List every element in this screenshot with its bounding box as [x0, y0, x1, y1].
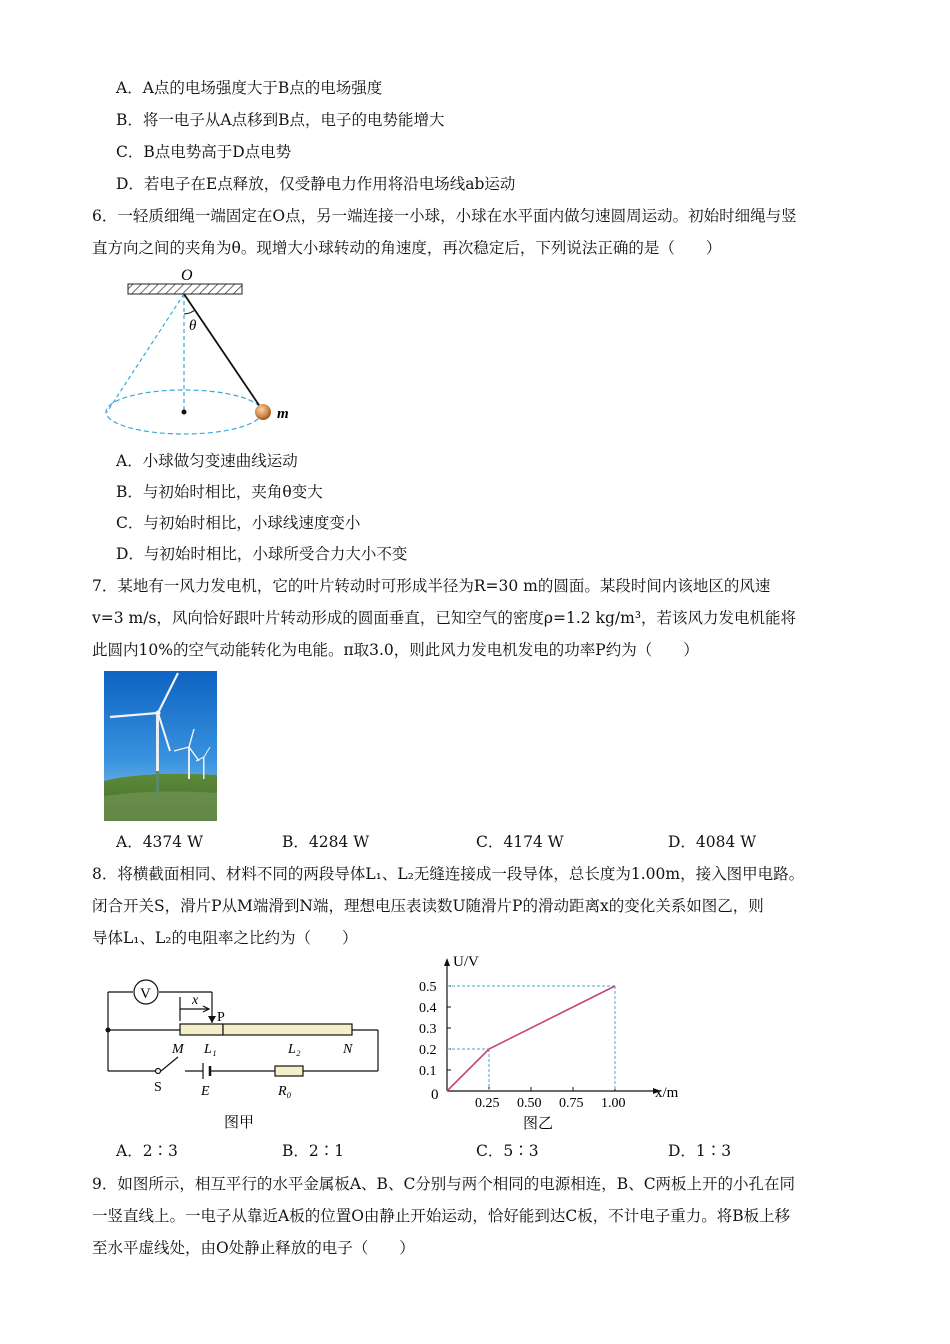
q8-stem-line-2: 闭合开关S，滑片P从M端滑到N端，理想电压表读数U随滑片P的滑动距离x的变化关系如图乙，则 — [92, 897, 764, 915]
m-label: M — [172, 1042, 184, 1057]
l1-label: L₁ — [204, 1042, 217, 1057]
y-axis-label: U/V — [453, 955, 479, 970]
conductor-l2 — [223, 1024, 352, 1035]
resistor-label: R₀ — [278, 1084, 292, 1099]
n-label: N — [343, 1042, 353, 1057]
x-tick-label: 1.00 — [601, 1096, 626, 1111]
junction-dot — [106, 1028, 111, 1033]
string — [184, 294, 263, 411]
q8-stem-line-3: 导体L₁、L₂的电阻率之比约为（ ） — [92, 929, 358, 947]
ball — [255, 404, 271, 420]
q5-option-d: D．若电子在E点释放，仅受静电力作用将沿电场线ab运动 — [116, 175, 516, 193]
origin-label: 0 — [431, 1087, 439, 1103]
x-tick-label: 0.50 — [517, 1096, 542, 1111]
q9-stem-line-3: 至水平虚线处，由O处静止释放的电子（ ） — [92, 1239, 415, 1257]
x-tick-label: 0.25 — [475, 1096, 500, 1111]
x-label: x — [192, 993, 199, 1008]
angle-label: θ — [189, 318, 197, 334]
voltmeter-label: V — [140, 986, 151, 1002]
ceiling-support — [128, 284, 242, 294]
q5-option-a: A．A点的电场强度大于B点的电场强度 — [116, 79, 383, 97]
q7-option-d: D．4084 W — [668, 833, 757, 851]
q6-option-b: B．与初始时相比，夹角θ变大 — [116, 483, 323, 501]
q9-stem-line-2: 一竖直线上。一电子从靠近A板的位置O由静止开始运动，恰好能到达C板，不计电子重力。将B板上移 — [92, 1207, 791, 1225]
l2-label: L₂ — [288, 1042, 301, 1057]
angle-arc — [184, 310, 195, 314]
circle-center — [182, 410, 187, 415]
q9-stem-line-1: 9．如图所示，相互平行的水平金属板A、B、C分别与两个相同的电源相连，B、C两板上开的小孔在同 — [92, 1175, 796, 1193]
y-tick-label: 0.2 — [419, 1043, 437, 1058]
y-axis-arrow — [444, 958, 450, 966]
q8-option-b: B．2∶1 — [282, 1142, 345, 1160]
x-tick-label: 0.75 — [559, 1096, 584, 1111]
y-tick-label: 0.4 — [419, 1001, 437, 1016]
q8-option-c: C．5∶3 — [476, 1142, 539, 1160]
u-x-chart — [415, 955, 685, 1135]
mass-label: m — [277, 406, 289, 422]
y-tick-label: 0.1 — [419, 1064, 437, 1079]
q6-option-d: D．与初始时相比，小球所受合力大小不变 — [116, 545, 408, 563]
q8-option-a: A．2∶3 — [116, 1142, 178, 1160]
y-tick-label: 0.3 — [419, 1022, 437, 1037]
x-axis-label: x/m — [655, 1085, 679, 1101]
u-x-series-line — [447, 986, 615, 1091]
pivot-label: O — [181, 267, 193, 284]
circuit-caption: 图甲 — [224, 1115, 255, 1131]
q6-option-c: C．与初始时相比，小球线速度变小 — [116, 514, 361, 532]
circuit-diagram — [100, 975, 390, 1135]
q7-stem-line-1: 7．某地有一风力发电机，它的叶片转动时可形成半径为R=30 m的圆面。某段时间内该地区的风速 — [92, 577, 771, 595]
q7-stem-line-3: 此圆内10%的空气动能转化为电能。π取3.0，则此风力发电机发电的功率P约为（ ） — [92, 641, 699, 659]
q7-option-c: C．4174 W — [476, 833, 564, 851]
slider-label: P — [217, 1010, 225, 1025]
emf-label: E — [201, 1084, 210, 1099]
wind-turbine-photo — [104, 671, 217, 821]
conical-pendulum-figure — [95, 262, 315, 442]
q6-stem-line-2: 直方向之间的夹角为θ。现增大小球转动的角速度，再次稳定后，下列说法正确的是（ ） — [92, 239, 722, 257]
q7-stem-line-2: v=3 m/s，风向恰好跟叶片转动形成的圆面垂直，已知空气的密度ρ=1.2 kg/m³，若该风力发电机能将 — [92, 609, 797, 627]
conductor-l1 — [180, 1024, 223, 1035]
q5-option-c: C．B点电势高于D点电势 — [116, 143, 292, 161]
switch — [156, 1069, 161, 1074]
chart-caption: 图乙 — [523, 1116, 554, 1132]
y-tick-label: 0.5 — [419, 980, 437, 995]
q7-option-a: A．4374 W — [116, 833, 203, 851]
q8-option-d: D．1∶3 — [668, 1142, 732, 1160]
q6-stem-line-1: 6．一轻质细绳一端固定在O点，另一端连接一小球，小球在水平面内做匀速圆周运动。初始时细绳与竖 — [92, 207, 797, 225]
cone-edge-left — [107, 294, 184, 412]
q5-option-b: B．将一电子从A点移到B点，电子的电势能增大 — [116, 111, 445, 129]
q7-option-b: B．4284 W — [282, 833, 370, 851]
slider-p — [208, 1016, 216, 1023]
switch-label: S — [154, 1080, 162, 1095]
q8-stem-line-1: 8．将横截面相同、材料不同的两段导体L₁、L₂无缝连接成一段导体，总长度为1.00m，接入图甲电路。 — [92, 865, 805, 883]
resistor-r0 — [275, 1066, 303, 1076]
q6-option-a: A．小球做匀变速曲线运动 — [116, 452, 298, 470]
